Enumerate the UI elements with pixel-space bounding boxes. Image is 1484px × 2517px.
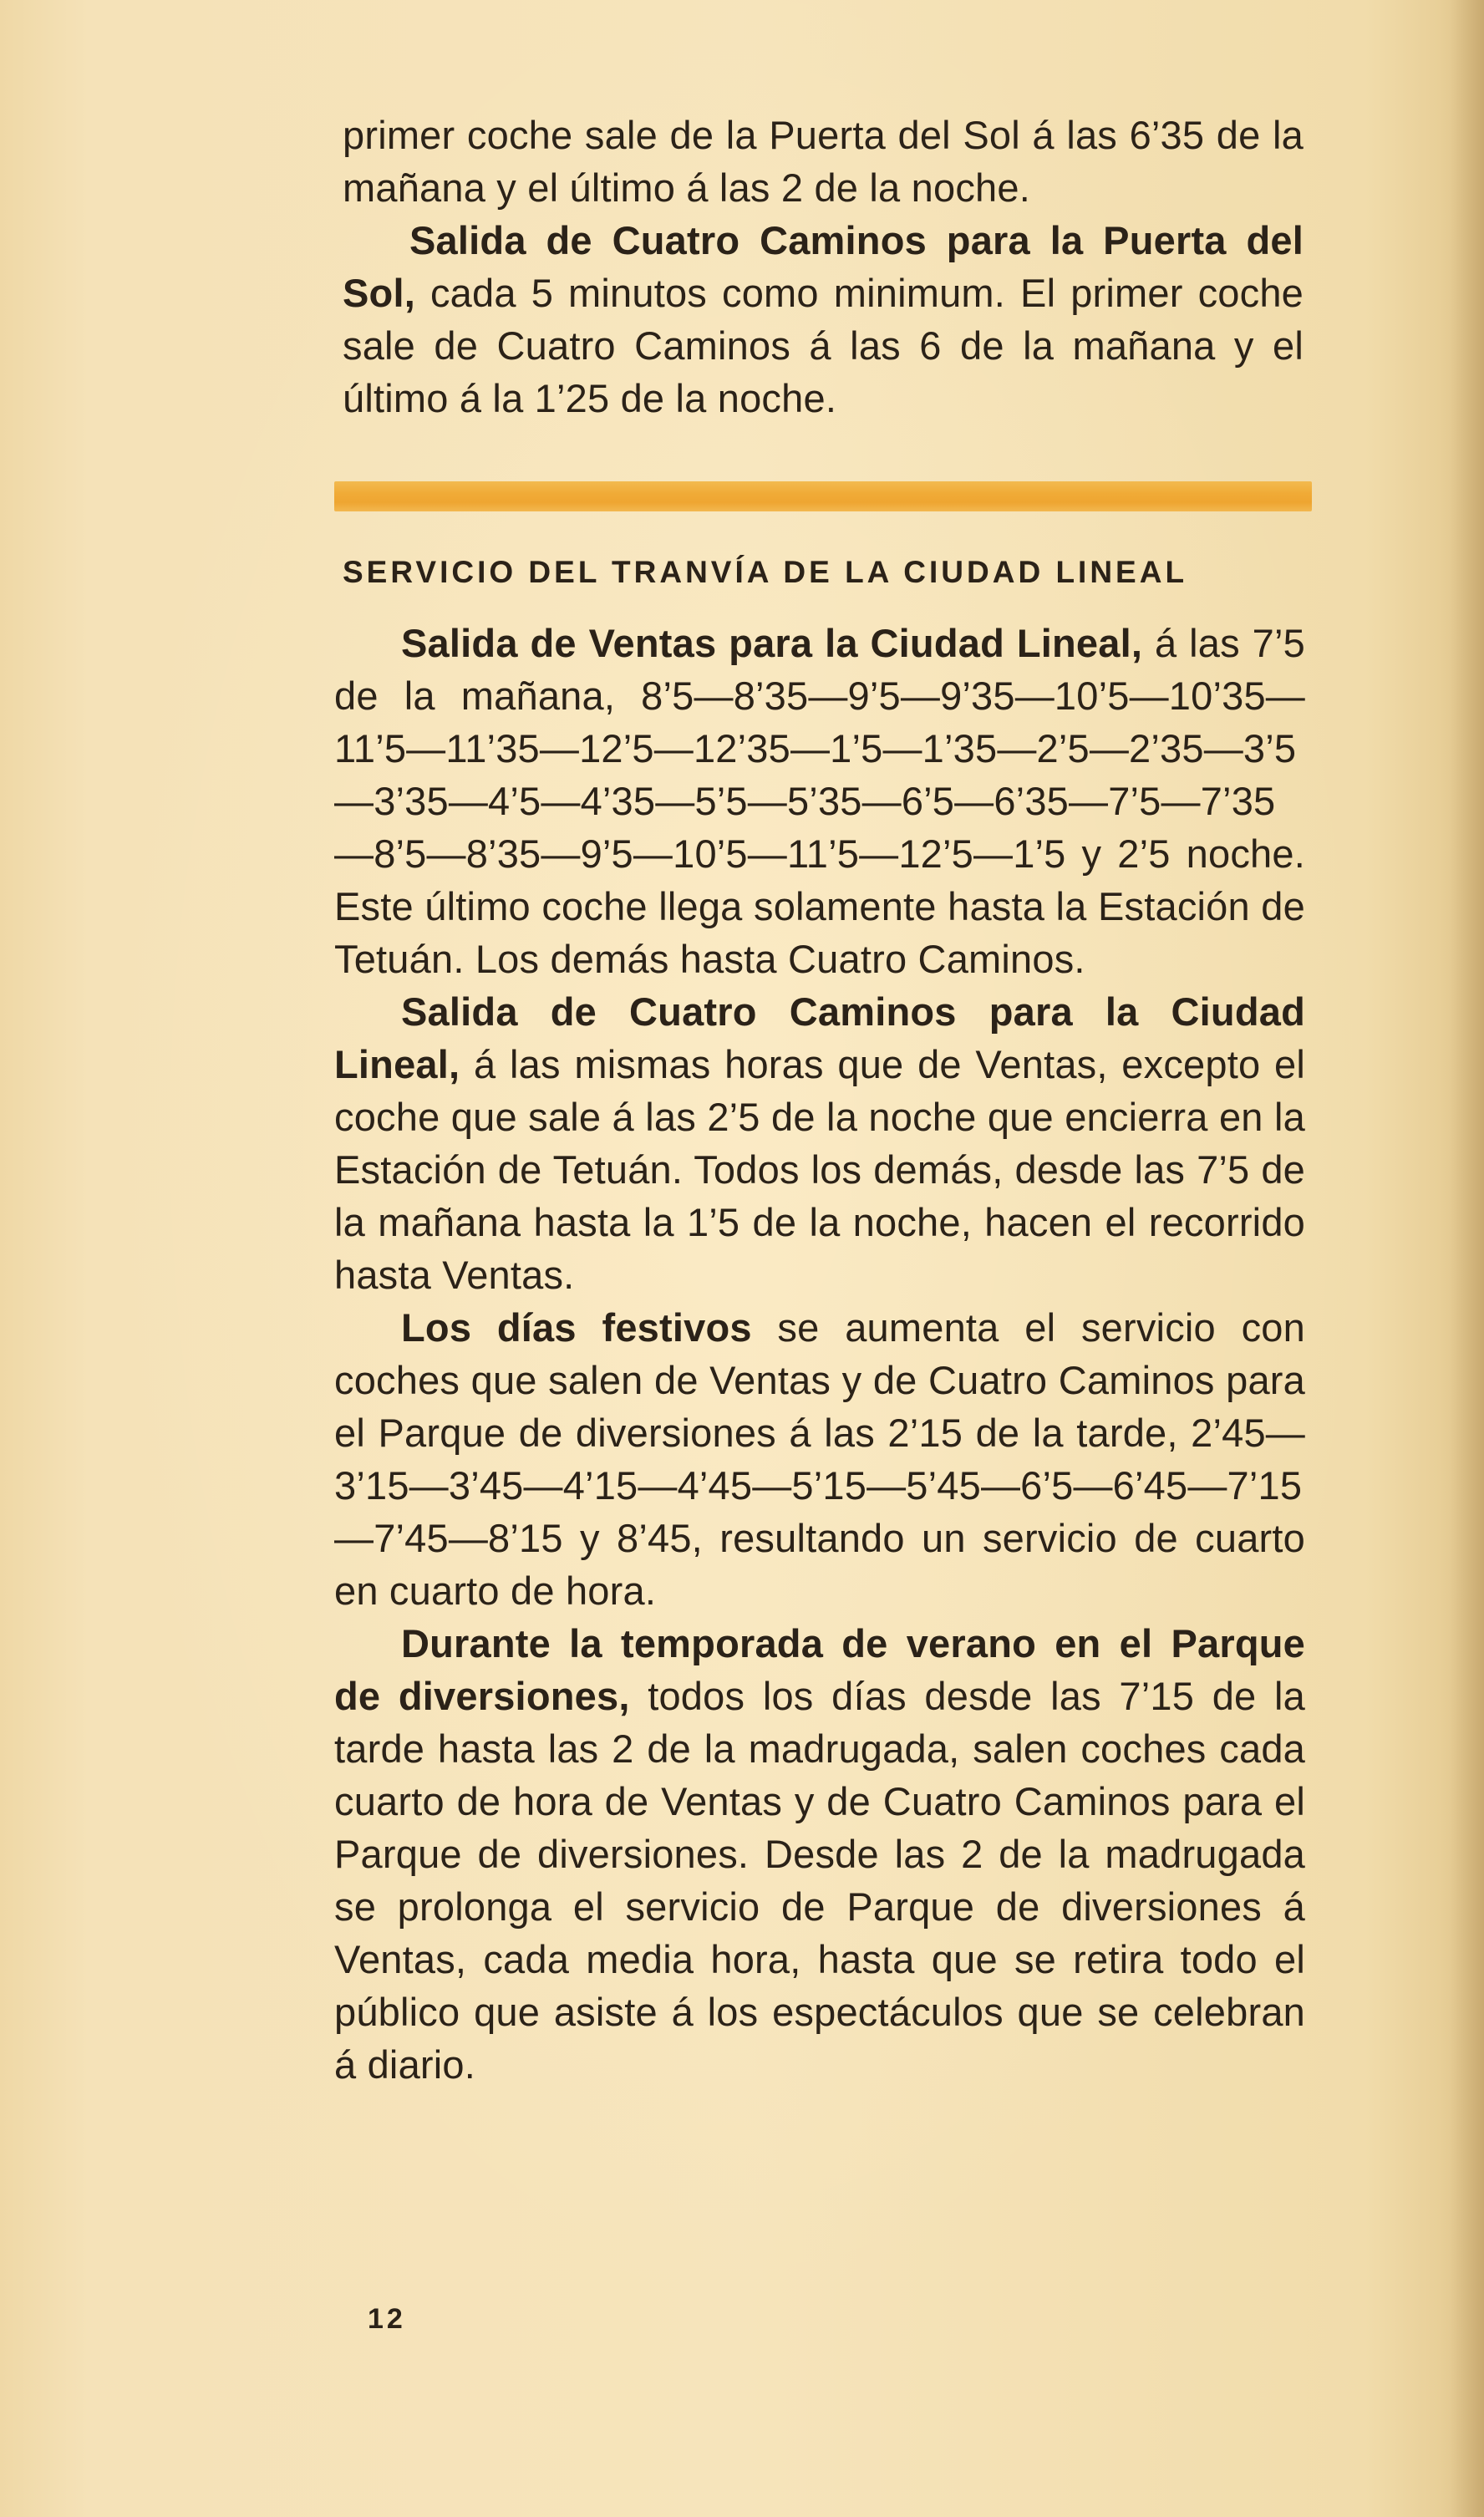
- page-edge-shadow: [1451, 0, 1484, 2517]
- paragraph-lead: Los días festivos: [401, 1305, 752, 1350]
- paragraph-body: todos los días desde las 7’15 de la tarde hasta las 2 de la madrugada, salen coches cada cuarto de hora de Ventas y de Cuatro Caminos para el Parque de diversiones. Desde las 2 de la madrugada se prolonga el servicio de Parque de diversiones á Ventas, cada media hora, hasta que se retira todo el público que asiste á los espectáculos que se celebran á diario.: [334, 1674, 1305, 2087]
- paragraph-lead: Salida de Ventas para la Ciudad Lineal,: [401, 621, 1143, 665]
- paragraph-body: á las 7’5 de la mañana, 8’5—8’35—9’5—9’35—10’5—10’35—11’5—11’35—12’5—12’35—1’5—1’35—2’5—2’35—3’5—3’35—4’5—4’35—5’5—5’35—6’5—6’35—7’5—7’35—8’5—8’35—9’5—10’5—11’5—12’5—1’5 y 2’5 noche. Este último coche llega solamente hasta la Estación de Tetuán. Los demás hasta Cuatro Caminos.: [334, 621, 1305, 981]
- paragraph-body: á las mismas horas que de Ventas, excepto el coche que sale á las 2’5 de la noche que encierra en la Estación de Tetuán. Todos los demás, desde las 7’5 de la mañana hasta la 1’5 de la noche, hacen el recorrido hasta Ventas.: [334, 1042, 1305, 1297]
- paragraph-body: primer coche sale de la Puerta del Sol á las 6’35 de la mañana y el último á las 2 de la noche.: [343, 113, 1304, 210]
- top-text-block: [343, 109, 1304, 425]
- section-heading: SERVICIO DEL TRANVÍA DE LA CIUDAD LINEAL: [343, 555, 1188, 589]
- section-text-block: [334, 617, 1305, 2091]
- paragraph-lead: Durante la temporada de verano en el Parque de diversiones,: [334, 1621, 1305, 1718]
- paragraph-body: se aumenta el servicio con coches que salen de Ventas y de Cuatro Caminos para el Parque de diversiones á las 2’15 de la tarde, 2’45—3’15—3’45—4’15—4’45—5’15—5’45—6’5—6’45—7’15—7’45—8’15 y 8’45, resultando un servicio de cuarto en cuarto de hora.: [334, 1305, 1305, 1613]
- paragraph-temporada-verano: [334, 1617, 1305, 2091]
- paragraph-body: cada 5 minutos como minimum. El primer coche sale de Cuatro Caminos á las 6 de la mañana y el último á la 1’25 de la noche.: [343, 271, 1304, 420]
- paragraph-lead: Salida de Cuatro Caminos para la Ciudad Lineal,: [334, 989, 1305, 1086]
- paragraph-dias-festivos: [334, 1301, 1305, 1617]
- paragraph-puerta-del-sol-continued: [343, 109, 1304, 214]
- orange-divider-rule: [334, 481, 1312, 511]
- page-number: 12: [368, 2303, 406, 2335]
- paragraph-cuatro-caminos-to-ciudad-lineal: [334, 985, 1305, 1301]
- paragraph-cuatro-caminos-to-sol: [343, 214, 1304, 425]
- paragraph-lead: Salida de Cuatro Caminos para la Puerta del Sol,: [343, 218, 1304, 315]
- paragraph-ventas-to-ciudad-lineal: [334, 617, 1305, 985]
